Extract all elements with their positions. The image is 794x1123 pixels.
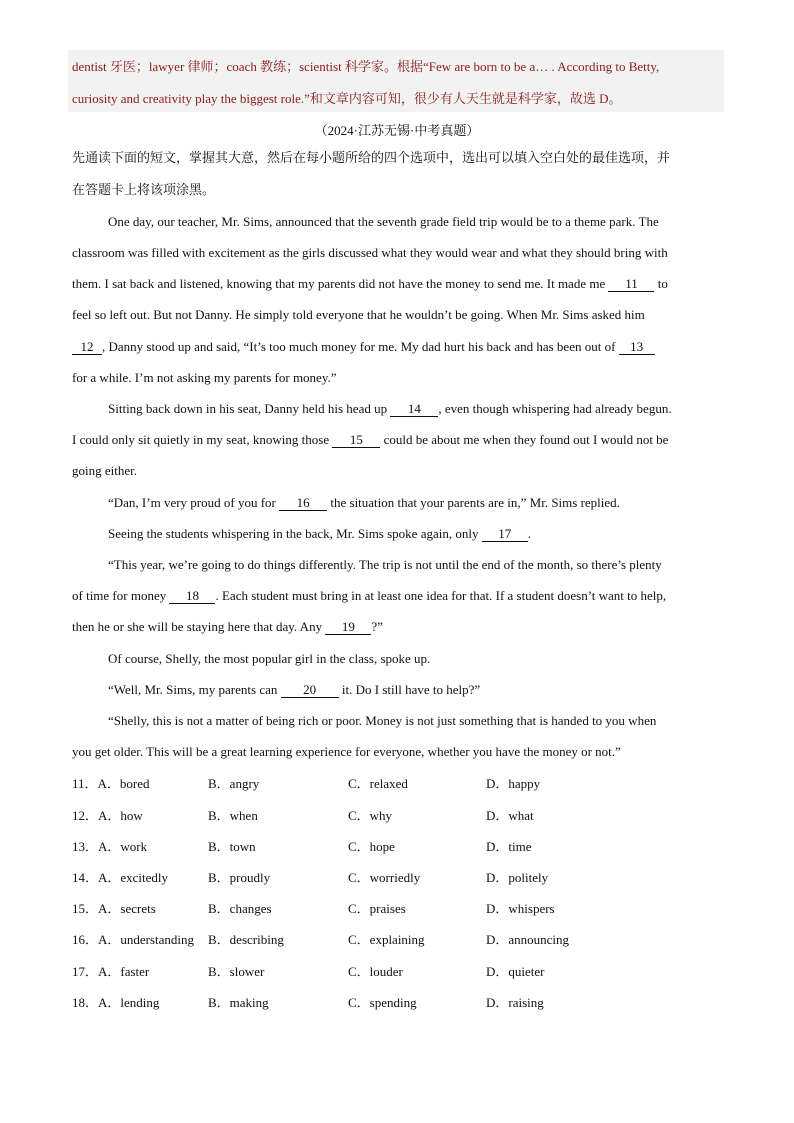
option-c[interactable]: C．louder [348,964,403,979]
option-b[interactable]: B．describing [208,932,284,947]
option-c[interactable]: C．hope [348,839,395,854]
blank-20[interactable]: 20 [281,683,339,698]
option-a[interactable]: 11．A．bored [72,776,150,791]
blank-12[interactable]: 12 [72,340,102,355]
passage-line: feel so left out. But not Danny. He simply told everyone that he wouldn’t be going. When Mr. Sims asked him [72,307,645,322]
option-d[interactable]: D．whispers [486,901,555,916]
passage-text: them. I sat back and listened, knowing that my parents did not have the money to send me. It made me [72,276,609,291]
option-a[interactable]: 12．A．how [72,808,143,823]
passage-text: to [654,276,668,291]
passage-line [108,680,480,700]
passage-text: Sitting back down in his seat, Danny held his head up [108,401,391,416]
option-a[interactable]: 17．A．faster [72,964,150,979]
passage-line [72,274,668,294]
passage-line [108,524,531,544]
option-c[interactable]: C．worriedly [348,870,421,885]
option-a[interactable]: 15．A．secrets [72,901,156,916]
option-b[interactable]: B．making [208,995,269,1010]
option-c[interactable]: C．praises [348,901,406,916]
passage-line [72,337,655,357]
blank-18[interactable]: 18 [169,589,215,604]
blank-14[interactable]: 14 [390,402,438,417]
passage-text: could be about me when they found out I would not be [380,432,669,447]
option-d[interactable]: D．what [486,808,534,823]
passage-line: you get older. This will be a great learning experience for everyone, whether you have the money or not.” [72,744,621,759]
option-d[interactable]: D．happy [486,776,541,791]
option-b[interactable]: B．angry [208,776,260,791]
blank-13[interactable]: 13 [619,340,655,355]
option-b[interactable]: B．slower [208,964,265,979]
option-b[interactable]: B．changes [208,901,272,916]
answer-explanation-line-1: dentist 牙医；lawyer 律师；coach 教练；scientist 科学家。根据“Few are born to be a… . According to Betty, [72,59,660,74]
option-b[interactable]: B．when [208,808,258,823]
option-c[interactable]: C．spending [348,995,417,1010]
passage-line [72,617,383,637]
passage-text: Seeing the students whispering in the back, Mr. Sims spoke again, only [108,526,482,541]
option-a[interactable]: 18．A．lending [72,995,160,1010]
blank-17[interactable]: 17 [482,527,528,542]
option-c[interactable]: C．why [348,808,393,823]
passage-line: Of course, Shelly, the most popular girl in the class, spoke up. [108,651,431,666]
option-d[interactable]: D．politely [486,870,549,885]
passage-text: I could only sit quietly in my seat, knowing those [72,432,333,447]
passage-line: classroom was filled with excitement as the girls discussed what they would wear and what they should bring with [72,245,668,260]
passage-line: “This year, we’re going to do things differently. The trip is not until the end of the month, so there’s plenty [108,557,662,572]
blank-19[interactable]: 19 [325,620,371,635]
option-d[interactable]: D．quieter [486,964,545,979]
blank-15[interactable]: 15 [332,433,380,448]
option-c[interactable]: C．explaining [348,932,425,947]
question-source: （2024·江苏无锡·中考真题） [314,123,480,138]
passage-line [72,430,668,450]
passage-text: . [527,526,531,541]
answer-explanation-line-2: curiosity and creativity play the biggest role.”和文章内容可知，很少有人天生就是科学家，故选 D。 [72,91,622,106]
passage-text: , Danny stood up and said, “It’s too much money for me. My dad hurt his back and has been out of [102,339,619,354]
passage-line: “Shelly, this is not a matter of being rich or poor. Money is not just something that is handed to you when [108,713,657,728]
passage-text: “Well, Mr. Sims, my parents can [108,682,281,697]
passage-line [72,586,666,606]
option-d[interactable]: D．announcing [486,932,570,947]
passage-text: of time for money [72,588,170,603]
option-b[interactable]: B．town [208,839,256,854]
option-a[interactable]: 14．A．excitedly [72,870,169,885]
passage-line: One day, our teacher, Mr. Sims, announced that the seventh grade field trip would be to a theme park. The [108,214,659,229]
passage-text: . Each student must bring in at least one idea for that. If a student doesn’t want to help, [215,588,667,603]
blank-16[interactable]: 16 [279,496,327,511]
option-c[interactable]: C．relaxed [348,776,408,791]
option-b[interactable]: B．proudly [208,870,271,885]
passage-line [108,399,672,419]
answer-explanation-box [68,50,724,112]
passage-text: the situation that your parents are in,” Mr. Sims replied. [327,495,620,510]
option-d[interactable]: D．raising [486,995,544,1010]
passage-line [108,493,620,513]
option-a[interactable]: 13．A．work [72,839,148,854]
passage-text: it. Do I still have to help?” [338,682,481,697]
passage-text: , even though whispering had already begun. [438,401,672,416]
passage-line: for a while. I’m not asking my parents for money.” [72,370,337,385]
instructions-line-2: 在答题卡上将该项涂黑。 [72,182,216,197]
passage-text: “Dan, I’m very proud of you for [108,495,280,510]
option-a[interactable]: 16．A．understanding [72,932,195,947]
blank-11[interactable]: 11 [608,277,654,292]
option-d[interactable]: D．time [486,839,532,854]
instructions-line-1: 先通读下面的短文，掌握其大意，然后在每小题所给的四个选项中，选出可以填入空白处的最佳选项，并 [72,150,671,165]
passage-text: then he or she will be staying here that day. Any [72,619,326,634]
passage-text: ?” [371,619,383,634]
passage-line: going either. [72,463,137,478]
